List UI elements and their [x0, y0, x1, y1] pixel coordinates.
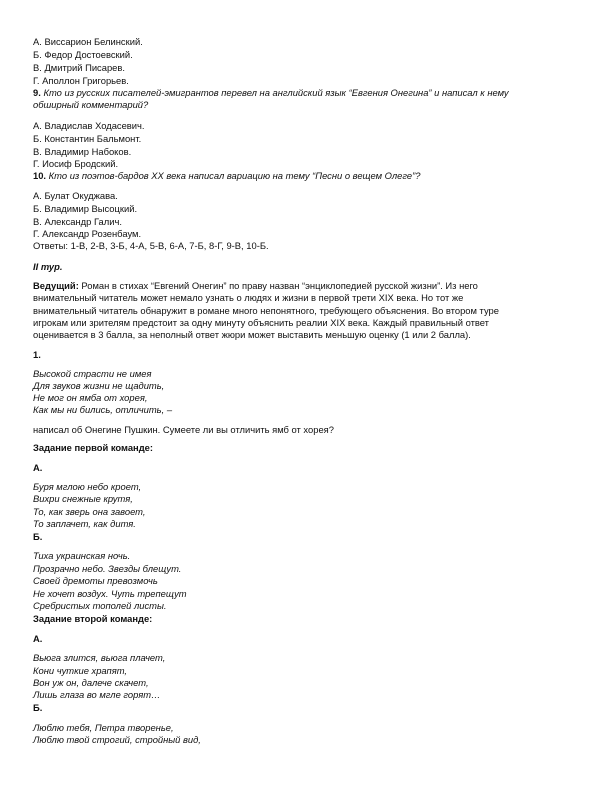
question-9-text-line1: Кто из русских писателей-эмигрантов перевел на английский язык “Евгения Онегина” и написал к нему — [43, 87, 509, 98]
q9-option-a: А. Владислав Ходасевич. — [33, 120, 145, 131]
q8-option-b: Б. Федор Достоевский. — [33, 49, 133, 60]
q8-option-c: В. Дмитрий Писарев. — [33, 62, 125, 73]
q9-option-b: Б. Константин Бальмонт. — [33, 133, 142, 144]
team1-b-poem-line2: Прозрачно небо. Звезды блещут. — [33, 563, 182, 574]
intro-poem-line4: Как мы ни бились, отличить, – — [33, 404, 173, 415]
tour-title: II тур. — [33, 261, 63, 272]
team1-b-poem-line5: Сребристых тополей листы. — [33, 600, 167, 611]
q10-option-b: Б. Владимир Высоцкий. — [33, 203, 138, 214]
team2-a-poem-line1: Вьюга злится, вьюга плачет, — [33, 652, 166, 663]
host-label: Ведущий: — [33, 280, 79, 291]
team1-a-label: А. — [33, 462, 43, 473]
team2-b-poem-line1: Люблю тебя, Петра творенье, — [33, 722, 174, 733]
team2-a-label: А. — [33, 633, 43, 644]
team1-b-poem-line1: Тиха украинская ночь. — [33, 550, 131, 561]
team1-a-poem-line4: То заплачет, как дитя. — [33, 518, 136, 529]
question-10-text: Кто из поэтов-бардов XX века написал вариацию на тему “Песни о вещем Олеге”? — [48, 170, 421, 181]
host-text-line1: Роман в стихах “Евгений Онегин” по праву назван “энциклопедией русской жизни”. Из него — [78, 280, 478, 291]
team2-a-poem-line2: Кони чуткие храпят, — [33, 665, 128, 676]
q8-option-d: Г. Аполлон Григорьев. — [33, 75, 129, 86]
q9-option-c: В. Владимир Набоков. — [33, 146, 132, 157]
team2-b-label: Б. — [33, 702, 43, 713]
team2-a-poem-line3: Вон уж он, далече скачет, — [33, 677, 149, 688]
question-9-number: 9. — [33, 87, 41, 98]
team2-heading: Задание второй команде: — [33, 613, 153, 624]
team1-a-poem-line3: То, как зверь она завоет, — [33, 506, 146, 517]
q8-option-a: А. Виссарион Белинский. — [33, 36, 143, 47]
q10-option-d: Г. Александр Розенбаум. — [33, 228, 142, 239]
q9-option-d: Г. Иосиф Бродский. — [33, 158, 119, 169]
host-paragraph-line1 — [33, 280, 478, 292]
host-text-line3: внимательный читатель обнаружит в романе много непонятного, требующего объяснения. Во втором туре — [33, 305, 499, 316]
host-text-line4: игрокам или зрителям предстоит за одну минуту объяснить реалии XIX века. Каждый правильный ответ — [33, 317, 489, 328]
host-text-line5: оценивается в 3 балла, за неполный ответ жюри может выставить меньшую оценку (1 или 2 балла). — [33, 329, 471, 340]
team1-b-poem-line4: Не хочет воздух. Чуть трепещут — [33, 588, 187, 599]
question-10 — [33, 170, 420, 182]
team1-b-label: Б. — [33, 531, 43, 542]
intro-poem-line1: Высокой страсти не имея — [33, 368, 152, 379]
question-10-number: 10. — [33, 170, 47, 181]
question-9 — [33, 87, 509, 99]
team1-a-poem-line2: Вихри снежные крутя, — [33, 493, 133, 504]
team2-a-poem-line4: Лишь глаза во мгле горят… — [33, 689, 161, 700]
question-9-text-line2: обширный комментарий? — [33, 99, 149, 110]
team1-a-poem-line1: Буря мглою небо кроет, — [33, 481, 142, 492]
intro-poem-line2: Для звуков жизни не щадить, — [33, 380, 165, 391]
team1-b-poem-line3: Своей дремоты превозмочь — [33, 575, 158, 586]
answers-line: Ответы: 1-В, 2-В, 3-Б, 4-А, 5-В, 6-А, 7-Б, 8-Г, 9-В, 10-Б. — [33, 240, 269, 251]
q10-option-c: В. Александр Галич. — [33, 216, 122, 227]
intro-poem-line3: Не мог он ямба от хорея, — [33, 392, 148, 403]
intro-poem-note: написал об Онегине Пушкин. Сумеете ли вы отличить ямб от хорея? — [33, 424, 334, 435]
q10-option-a: А. Булат Окуджава. — [33, 190, 118, 201]
team1-heading: Задание первой команде: — [33, 442, 153, 453]
team2-b-poem-line2: Люблю твой строгий, стройный вид, — [33, 734, 201, 745]
host-text-line2: внимательный читатель может немало узнать о людях и жизни в первой трети XIX века. Но тот же — [33, 292, 464, 303]
task-1-number: 1. — [33, 349, 41, 360]
